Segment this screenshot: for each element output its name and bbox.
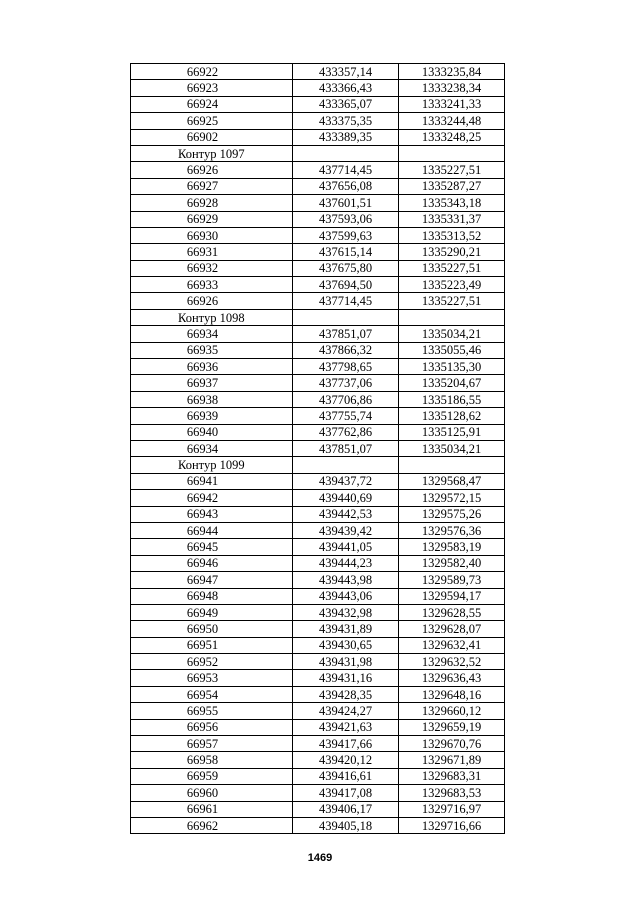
table-row: [131, 227, 505, 243]
x-coordinate: 437866,32: [293, 342, 399, 358]
table-row: [131, 424, 505, 440]
x-coordinate: 439437,72: [293, 473, 399, 489]
x-coordinate: 433365,07: [293, 96, 399, 112]
table-row: [131, 490, 505, 506]
x-coordinate: 439431,16: [293, 670, 399, 686]
x-coordinate: 439420,12: [293, 752, 399, 768]
y-coordinate: 1329632,41: [399, 637, 505, 653]
point-number: 66942: [131, 490, 293, 506]
x-coordinate: 439443,98: [293, 572, 399, 588]
contour-title: Контур 1097: [131, 145, 293, 161]
y-coordinate: 1329660,12: [399, 703, 505, 719]
contour-title: Контур 1098: [131, 309, 293, 325]
x-coordinate: 437851,07: [293, 326, 399, 342]
point-number: 66938: [131, 391, 293, 407]
y-coordinate: 1329632,52: [399, 654, 505, 670]
empty-cell: [293, 145, 399, 161]
table-row: [131, 572, 505, 588]
point-number: 66931: [131, 244, 293, 260]
point-number: 66960: [131, 785, 293, 801]
coordinates-table-body: [131, 64, 505, 834]
x-coordinate: 437675,80: [293, 260, 399, 276]
y-coordinate: 1329670,76: [399, 736, 505, 752]
y-coordinate: 1335128,62: [399, 408, 505, 424]
contour-header-row: [131, 309, 505, 325]
table-row: [131, 96, 505, 112]
x-coordinate: 439406,17: [293, 801, 399, 817]
y-coordinate: 1335034,21: [399, 326, 505, 342]
y-coordinate: 1333244,48: [399, 113, 505, 129]
point-number: 66955: [131, 703, 293, 719]
x-coordinate: 439432,98: [293, 604, 399, 620]
x-coordinate: 437694,50: [293, 277, 399, 293]
y-coordinate: 1329582,40: [399, 555, 505, 571]
point-number: 66959: [131, 768, 293, 784]
y-coordinate: 1333235,84: [399, 64, 505, 80]
coordinates-table: [130, 63, 505, 834]
y-coordinate: 1335287,27: [399, 178, 505, 194]
table-row: [131, 326, 505, 342]
table-row: [131, 293, 505, 309]
empty-cell: [399, 309, 505, 325]
point-number: 66958: [131, 752, 293, 768]
y-coordinate: 1335290,21: [399, 244, 505, 260]
x-coordinate: 437706,86: [293, 391, 399, 407]
empty-cell: [293, 309, 399, 325]
x-coordinate: 439431,98: [293, 654, 399, 670]
point-number: 66951: [131, 637, 293, 653]
y-coordinate: 1329683,53: [399, 785, 505, 801]
y-coordinate: 1335055,46: [399, 342, 505, 358]
x-coordinate: 439442,53: [293, 506, 399, 522]
y-coordinate: 1329568,47: [399, 473, 505, 489]
point-number: 66952: [131, 654, 293, 670]
x-coordinate: 437601,51: [293, 195, 399, 211]
y-coordinate: 1335125,91: [399, 424, 505, 440]
point-number: 66939: [131, 408, 293, 424]
y-coordinate: 1329594,17: [399, 588, 505, 604]
table-row: [131, 195, 505, 211]
x-coordinate: 439417,08: [293, 785, 399, 801]
table-row: [131, 80, 505, 96]
x-coordinate: 439405,18: [293, 817, 399, 833]
x-coordinate: 439444,23: [293, 555, 399, 571]
point-number: 66926: [131, 293, 293, 309]
y-coordinate: 1329636,43: [399, 670, 505, 686]
table-row: [131, 440, 505, 456]
table-row: [131, 375, 505, 391]
table-row: [131, 768, 505, 784]
point-number: 66957: [131, 736, 293, 752]
y-coordinate: 1329683,31: [399, 768, 505, 784]
empty-cell: [399, 145, 505, 161]
table-row: [131, 621, 505, 637]
x-coordinate: 439417,66: [293, 736, 399, 752]
y-coordinate: 1333241,33: [399, 96, 505, 112]
table-row: [131, 129, 505, 145]
x-coordinate: 433389,35: [293, 129, 399, 145]
table-row: [131, 408, 505, 424]
table-row: [131, 277, 505, 293]
y-coordinate: 1335227,51: [399, 293, 505, 309]
x-coordinate: 437755,74: [293, 408, 399, 424]
y-coordinate: 1329589,73: [399, 572, 505, 588]
point-number: 66926: [131, 162, 293, 178]
y-coordinate: 1335343,18: [399, 195, 505, 211]
point-number: 66953: [131, 670, 293, 686]
point-number: 66941: [131, 473, 293, 489]
empty-cell: [399, 457, 505, 473]
point-number: 66943: [131, 506, 293, 522]
table-row: [131, 391, 505, 407]
x-coordinate: 433366,43: [293, 80, 399, 96]
table-row: [131, 342, 505, 358]
x-coordinate: 439421,63: [293, 719, 399, 735]
table-row: [131, 604, 505, 620]
y-coordinate: 1335227,51: [399, 162, 505, 178]
point-number: 66961: [131, 801, 293, 817]
table-row: [131, 785, 505, 801]
y-coordinate: 1329572,15: [399, 490, 505, 506]
point-number: 66927: [131, 178, 293, 194]
table-row: [131, 473, 505, 489]
y-coordinate: 1335331,37: [399, 211, 505, 227]
point-number: 66923: [131, 80, 293, 96]
empty-cell: [293, 457, 399, 473]
x-coordinate: 439428,35: [293, 686, 399, 702]
x-coordinate: 439430,65: [293, 637, 399, 653]
x-coordinate: 439424,27: [293, 703, 399, 719]
contour-title: Контур 1099: [131, 457, 293, 473]
table-row: [131, 801, 505, 817]
point-number: 66902: [131, 129, 293, 145]
table-row: [131, 637, 505, 653]
y-coordinate: 1335223,49: [399, 277, 505, 293]
point-number: 66924: [131, 96, 293, 112]
y-coordinate: 1329716,66: [399, 817, 505, 833]
x-coordinate: 439440,69: [293, 490, 399, 506]
table-row: [131, 113, 505, 129]
y-coordinate: 1335135,30: [399, 359, 505, 375]
x-coordinate: 439443,06: [293, 588, 399, 604]
point-number: 66950: [131, 621, 293, 637]
point-number: 66933: [131, 277, 293, 293]
table-row: [131, 64, 505, 80]
point-number: 66949: [131, 604, 293, 620]
x-coordinate: 437714,45: [293, 293, 399, 309]
table-row: [131, 555, 505, 571]
y-coordinate: 1335186,55: [399, 391, 505, 407]
point-number: 66946: [131, 555, 293, 571]
point-number: 66932: [131, 260, 293, 276]
y-coordinate: 1329576,36: [399, 522, 505, 538]
table-row: [131, 588, 505, 604]
point-number: 66925: [131, 113, 293, 129]
table-row: [131, 522, 505, 538]
point-number: 66954: [131, 686, 293, 702]
table-row: [131, 736, 505, 752]
table-row: [131, 178, 505, 194]
point-number: 66928: [131, 195, 293, 211]
point-number: 66962: [131, 817, 293, 833]
y-coordinate: 1329648,16: [399, 686, 505, 702]
point-number: 66934: [131, 326, 293, 342]
table-row: [131, 686, 505, 702]
y-coordinate: 1333248,25: [399, 129, 505, 145]
y-coordinate: 1335313,52: [399, 227, 505, 243]
x-coordinate: 439431,89: [293, 621, 399, 637]
point-number: 66930: [131, 227, 293, 243]
x-coordinate: 437615,14: [293, 244, 399, 260]
x-coordinate: 437737,06: [293, 375, 399, 391]
contour-header-row: [131, 145, 505, 161]
contour-header-row: [131, 457, 505, 473]
table-row: [131, 244, 505, 260]
point-number: 66935: [131, 342, 293, 358]
x-coordinate: 437762,86: [293, 424, 399, 440]
table-row: [131, 670, 505, 686]
x-coordinate: 437714,45: [293, 162, 399, 178]
table-row: [131, 211, 505, 227]
x-coordinate: 437656,08: [293, 178, 399, 194]
x-coordinate: 437798,65: [293, 359, 399, 375]
table-row: [131, 817, 505, 833]
point-number: 66945: [131, 539, 293, 555]
x-coordinate: 439441,05: [293, 539, 399, 555]
point-number: 66940: [131, 424, 293, 440]
point-number: 66944: [131, 522, 293, 538]
table-row: [131, 703, 505, 719]
x-coordinate: 437599,63: [293, 227, 399, 243]
point-number: 66922: [131, 64, 293, 80]
x-coordinate: 437593,06: [293, 211, 399, 227]
y-coordinate: 1329628,55: [399, 604, 505, 620]
table-row: [131, 719, 505, 735]
y-coordinate: 1329671,89: [399, 752, 505, 768]
table-row: [131, 654, 505, 670]
y-coordinate: 1329716,97: [399, 801, 505, 817]
point-number: 66948: [131, 588, 293, 604]
x-coordinate: 439439,42: [293, 522, 399, 538]
x-coordinate: 437851,07: [293, 440, 399, 456]
x-coordinate: 433357,14: [293, 64, 399, 80]
y-coordinate: 1335227,51: [399, 260, 505, 276]
x-coordinate: 433375,35: [293, 113, 399, 129]
point-number: 66936: [131, 359, 293, 375]
point-number: 66956: [131, 719, 293, 735]
table-row: [131, 539, 505, 555]
page-number: 1469: [307, 852, 333, 864]
point-number: 66947: [131, 572, 293, 588]
table-row: [131, 260, 505, 276]
y-coordinate: 1329575,26: [399, 506, 505, 522]
y-coordinate: 1335204,67: [399, 375, 505, 391]
y-coordinate: 1335034,21: [399, 440, 505, 456]
y-coordinate: 1329583,19: [399, 539, 505, 555]
y-coordinate: 1333238,34: [399, 80, 505, 96]
y-coordinate: 1329659,19: [399, 719, 505, 735]
table-row: [131, 359, 505, 375]
point-number: 66937: [131, 375, 293, 391]
point-number: 66934: [131, 440, 293, 456]
table-row: [131, 752, 505, 768]
table-row: [131, 162, 505, 178]
table-row: [131, 506, 505, 522]
y-coordinate: 1329628,07: [399, 621, 505, 637]
x-coordinate: 439416,61: [293, 768, 399, 784]
point-number: 66929: [131, 211, 293, 227]
